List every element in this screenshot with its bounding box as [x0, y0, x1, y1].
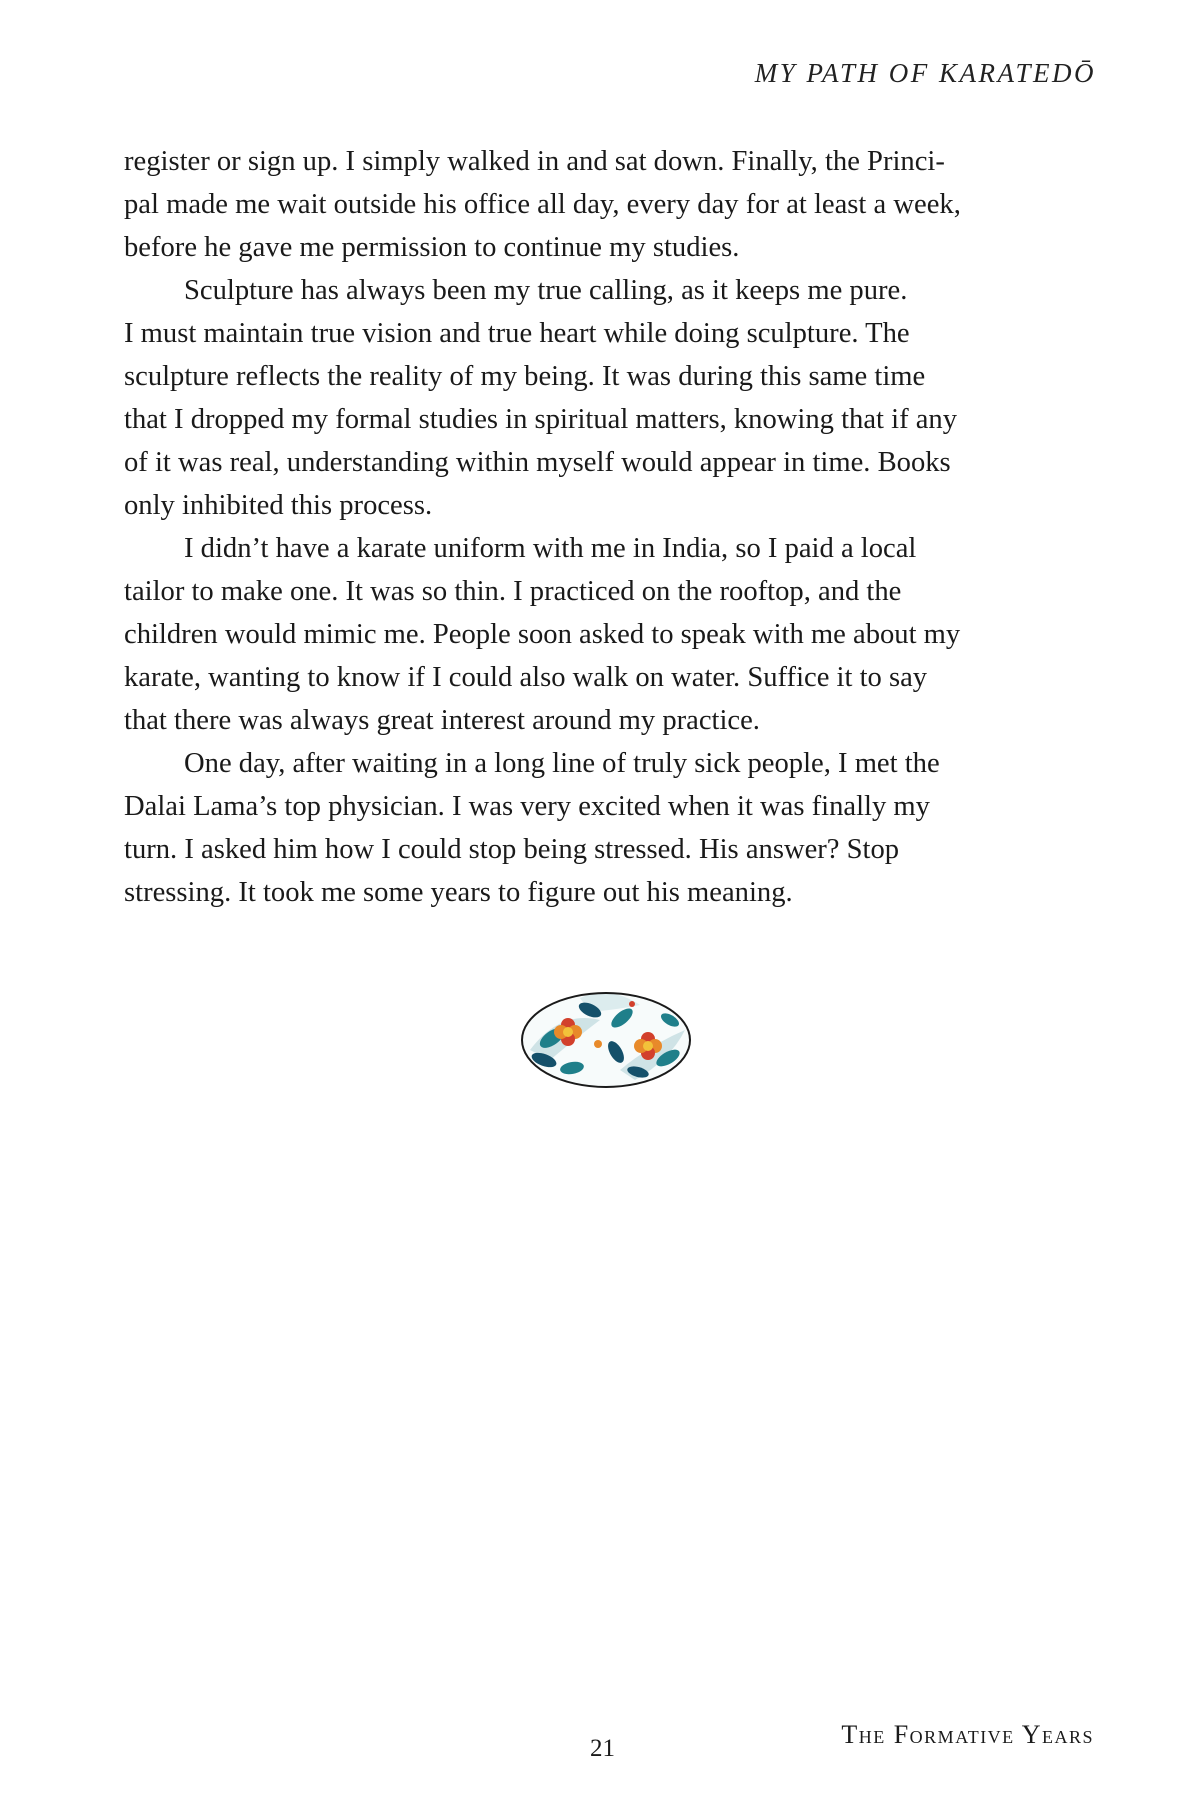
paragraph-2 — [124, 269, 1084, 527]
text-line: karate, wanting to know if I could also walk on water. Suffice it to say — [124, 662, 928, 693]
text-line: register or sign up. I simply walked in and sat down. Finally, the Princi- — [124, 146, 945, 177]
text-line: I didn’t have a karate uniform with me in India, so I paid a local — [184, 533, 917, 564]
text-line: Dalai Lama’s top physician. I was very excited when it was finally my — [124, 791, 930, 822]
body-text — [124, 140, 1084, 914]
text-line: I must maintain true vision and true heart while doing sculpture. The — [124, 318, 910, 349]
text-line: pal made me wait outside his office all day, every day for at least a week, — [124, 189, 961, 220]
paragraph-1 — [124, 140, 1084, 269]
text-line: only inhibited this process. — [124, 490, 433, 521]
text-line: turn. I asked him how I could stop being stressed. His answer? Stop — [124, 834, 900, 865]
paragraph-3 — [124, 527, 1084, 742]
page-number: 21 — [590, 1735, 615, 1762]
floral-oval-ornament-icon — [520, 990, 692, 1090]
text-line: children would mimic me. People soon asked to speak with me about my — [124, 619, 961, 650]
text-line: Sculpture has always been my true calling, as it keeps me pure. — [184, 275, 908, 306]
text-line: that there was always great interest around my practice. — [124, 705, 760, 736]
text-line: tailor to make one. It was so thin. I practiced on the rooftop, and the — [124, 576, 902, 607]
text-line: One day, after waiting in a long line of truly sick people, I met the — [184, 748, 940, 779]
text-line: that I dropped my formal studies in spiritual matters, knowing that if any — [124, 404, 958, 435]
text-line: before he gave me permission to continue my studies. — [124, 232, 740, 263]
text-line: stressing. It took me some years to figure out his meaning. — [124, 877, 793, 908]
text-line: sculpture reflects the reality of my being. It was during this same time — [124, 361, 926, 392]
running-footer-title: The Formative Years — [841, 1720, 1094, 1749]
text-line: of it was real, understanding within myself would appear in time. Books — [124, 447, 951, 478]
paragraph-4 — [124, 742, 1084, 914]
running-header-title: MY PATH OF KARATEDŌ — [754, 58, 1096, 88]
